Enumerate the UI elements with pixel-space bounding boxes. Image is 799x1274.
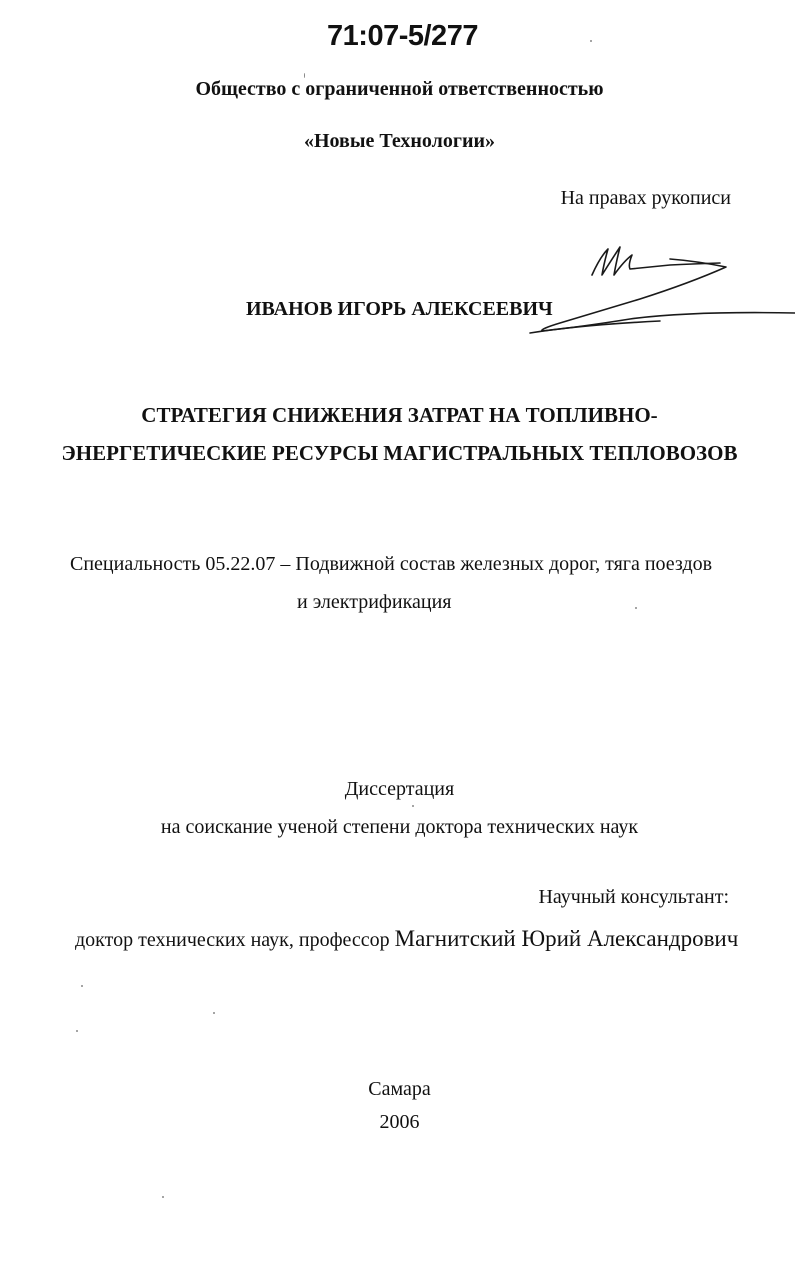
- consultant-title: доктор технических наук, профессор: [75, 929, 395, 951]
- scan-speck: [304, 73, 305, 78]
- specialty-line-1: Специальность 05.22.07 – Подвижной состав железных дорог, тяга поездов: [70, 553, 713, 575]
- scan-speck: [76, 1030, 78, 1032]
- scan-speck: [635, 607, 637, 609]
- author-name: ИВАНОВ ИГОРЬ АЛЕКСЕЕВИЧ: [246, 298, 553, 320]
- organization-line: Общество с ограниченной ответственностью: [195, 78, 604, 100]
- year: 2006: [379, 1111, 420, 1133]
- scan-speck: [162, 1196, 164, 1198]
- consultant-full-name: Магнитский Юрий Александрович: [394, 926, 739, 951]
- dissertation-title-line-2: ЭНЕРГЕТИЧЕСКИЕ РЕСУРСЫ МАГИСТРАЛЬНЫХ ТЕПЛОВОЗОВ: [61, 441, 738, 465]
- scan-speck: [590, 40, 592, 42]
- organization-name: «Новые Технологии»: [303, 130, 495, 152]
- consultant-name: [75, 926, 738, 952]
- scan-speck: [81, 985, 83, 987]
- dissertation-title-line-1: СТРАТЕГИЯ СНИЖЕНИЯ ЗАТРАТ НА ТОПЛИВНО-: [141, 403, 658, 427]
- rights-notice: На правах рукописи: [560, 187, 731, 209]
- dissertation-degree: на соискание ученой степени доктора технических наук: [160, 816, 639, 838]
- city: Самара: [368, 1078, 431, 1100]
- consultant-label: Научный консультант:: [538, 886, 729, 908]
- specialty-line-2: и электрификация: [297, 591, 452, 613]
- document-number: 71:07-5/277: [327, 20, 478, 52]
- scan-speck: [412, 805, 414, 807]
- scan-speck: [213, 1012, 215, 1014]
- handwritten-signature-icon: [520, 235, 795, 345]
- dissertation-label: Диссертация: [344, 778, 455, 800]
